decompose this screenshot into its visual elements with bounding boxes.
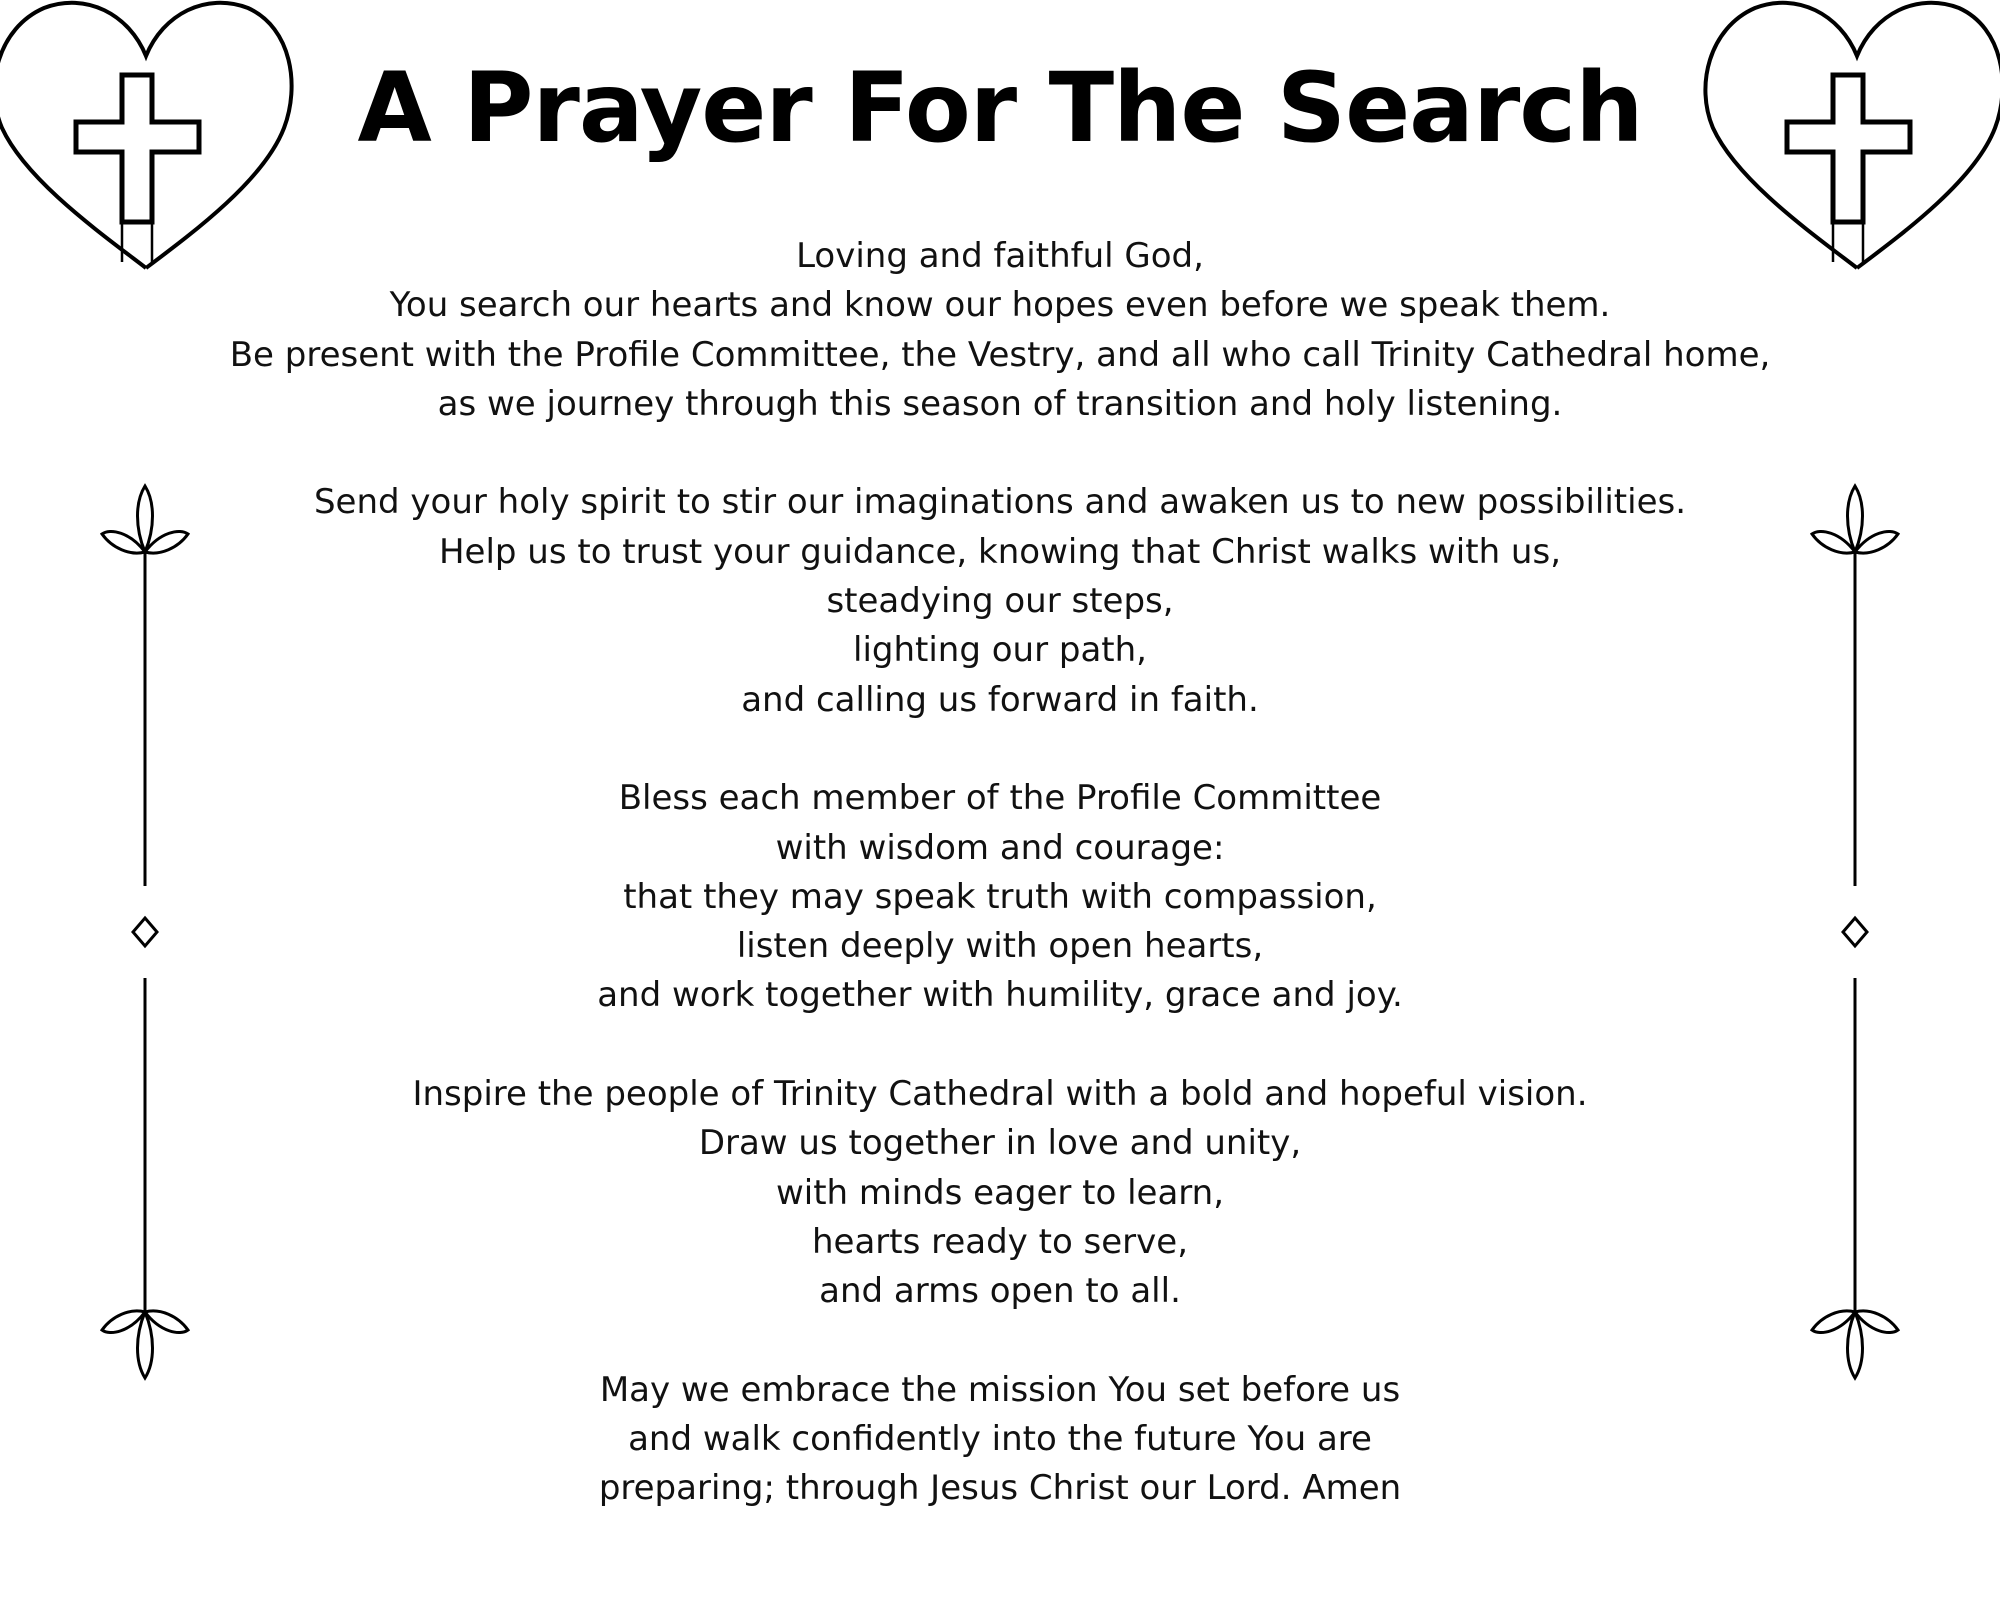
- prayer-line: and calling us forward in faith.: [741, 679, 1259, 720]
- prayer-stanza: [200, 1366, 1800, 1514]
- leaf-vine-divider-icon: [1810, 482, 1900, 1382]
- prayer-line: and walk confidently into the future You are: [628, 1419, 1372, 1460]
- prayer-line: listen deeply with open hearts,: [736, 926, 1264, 967]
- prayer-stanza: [200, 1070, 1800, 1316]
- prayer-line: May we embrace the mission You set before us: [599, 1369, 1401, 1410]
- prayer-line: with minds eager to learn,: [775, 1172, 1225, 1213]
- prayer-line: Be present with the Profile Committee, the Vestry, and all who call Trinity Cathedral home,: [229, 334, 1771, 375]
- prayer-line: preparing; through Jesus Christ our Lord. Amen: [598, 1468, 1402, 1509]
- prayer-line: Inspire the people of Trinity Cathedral with a bold and hopeful vision.: [412, 1074, 1588, 1115]
- prayer-line: lighting our path,: [853, 630, 1147, 671]
- prayer-stanza: [200, 478, 1800, 724]
- prayer-line: hearts ready to serve,: [811, 1221, 1189, 1262]
- prayer-line: as we journey through this season of transition and holy listening.: [437, 383, 1563, 424]
- prayer-stanza: [200, 232, 1800, 429]
- prayer-line: and arms open to all.: [819, 1271, 1181, 1312]
- leaf-vine-divider-icon: [100, 482, 190, 1382]
- prayer-body: [200, 232, 1800, 1514]
- prayer-stanza: [200, 774, 1800, 1020]
- prayer-line: Bless each member of the Profile Committee: [618, 778, 1382, 819]
- prayer-line: Draw us together in love and unity,: [698, 1123, 1302, 1164]
- prayer-line: steadying our steps,: [826, 581, 1174, 622]
- prayer-line: that they may speak truth with compassion,: [623, 876, 1377, 917]
- prayer-line: with wisdom and courage:: [775, 827, 1225, 868]
- page-title: A Prayer For The Search: [357, 52, 1643, 164]
- prayer-line: Loving and faithful God,: [796, 236, 1204, 276]
- prayer-line: Send your holy spirit to stir our imaginations and awaken us to new possibilities.: [313, 482, 1687, 523]
- prayer-line: and work together with humility, grace and joy.: [597, 975, 1403, 1016]
- prayer-line: Help us to trust your guidance, knowing that Christ walks with us,: [438, 531, 1562, 572]
- prayer-line: You search our hearts and know our hopes even before we speak them.: [389, 285, 1611, 326]
